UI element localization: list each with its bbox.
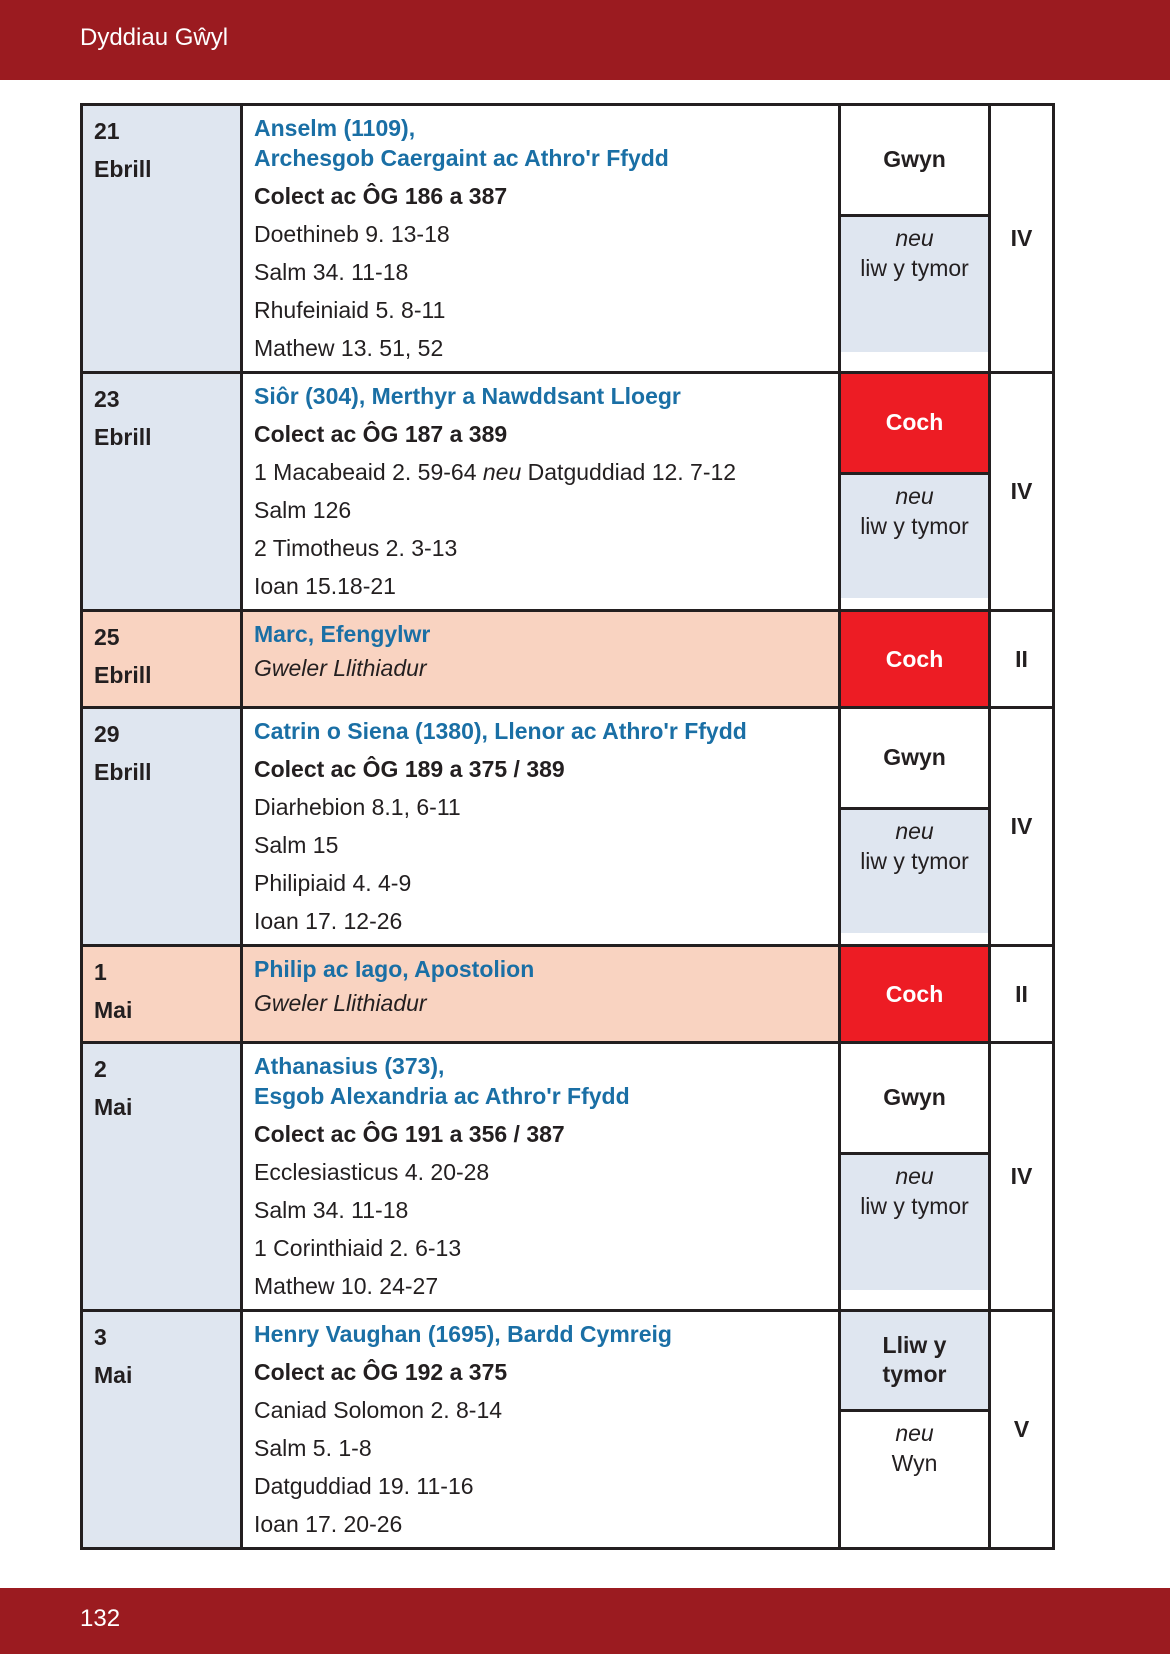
rank-numeral: II: [990, 611, 1054, 708]
date-cell: [82, 1311, 242, 1549]
date-cell: [82, 611, 242, 708]
reading: Ioan 17. 20-26: [254, 1511, 403, 1537]
liturgical-colour-cell: [840, 1043, 990, 1311]
reading: Ioan 15.18-21: [254, 573, 396, 599]
liturgical-colour: Coch: [841, 612, 988, 706]
table-row: [82, 105, 1054, 373]
reading: Ecclesiasticus 4. 20-28: [254, 1159, 490, 1185]
feast-name: [254, 1316, 827, 1353]
date-day: 1: [94, 959, 107, 985]
feast-name: [254, 713, 827, 750]
date-cell: [82, 373, 242, 611]
reading-part: 1 Macabeaid 2. 59-64: [254, 459, 483, 485]
alternative-colour: [841, 472, 988, 598]
alternative-colour: [841, 1409, 988, 1534]
feast-days-table: [80, 103, 1055, 1550]
reading: Rhufeiniaid 5. 8-11: [254, 297, 446, 323]
liturgical-colour: Coch: [841, 947, 988, 1041]
liturgical-colour: Gwyn: [841, 1044, 988, 1152]
table-row: [82, 373, 1054, 611]
alternative-colour-name: Wyn: [891, 1449, 938, 1476]
header-band: [0, 0, 1170, 80]
feast-name-line: Philip ac Iago, Apostolion: [254, 956, 535, 982]
collect-reference: Colect ac ÔG 186 a 387: [254, 183, 508, 209]
reading: 2 Timotheus 2. 3-13: [254, 535, 458, 561]
table-row: [82, 611, 1054, 708]
rank-numeral: IV: [990, 1043, 1054, 1311]
liturgical-colour: Coch: [841, 374, 988, 472]
reading: Salm 34. 11-18: [254, 1197, 409, 1223]
reading: Mathew 10. 24-27: [254, 1273, 439, 1299]
reading: Datguddiad 19. 11-16: [254, 1473, 474, 1499]
reading: Salm 126: [254, 497, 352, 523]
see-lectionary: Gweler Llithiadur: [254, 990, 427, 1016]
feast-name-line: Athanasius (373),: [254, 1053, 445, 1079]
collect-reference: Colect ac ÔG 189 a 375 / 389: [254, 756, 565, 782]
reading: Mathew 13. 51, 52: [254, 335, 444, 361]
reading: Salm 15: [254, 832, 339, 858]
table-row: [82, 708, 1054, 946]
feast-name-line: Siôr (304), Merthyr a Nawddsant Lloegr: [254, 383, 681, 409]
footer-band: [0, 1588, 1170, 1654]
reading-part: Datguddiad 12. 7-12: [521, 459, 737, 485]
colour-stack: [841, 374, 988, 598]
section-title: Dyddiau Gŵyl: [80, 24, 229, 51]
feast-name-line: Archesgob Caergaint ac Athro'r Ffydd: [254, 145, 669, 171]
rank-numeral: II: [990, 946, 1054, 1043]
date-month: Mai: [94, 1094, 133, 1120]
alternative-colour-name: liw y tymor: [860, 1192, 969, 1219]
feast-name-line: Catrin o Siena (1380), Llenor ac Athro'r Ffydd: [254, 718, 747, 744]
alternative-colour: [841, 1152, 988, 1290]
table-row: [82, 1311, 1054, 1549]
feast-name: [254, 110, 827, 177]
rank-numeral: IV: [990, 105, 1054, 373]
see-lectionary: Gweler Llithiadur: [254, 655, 427, 681]
alternative-colour: [841, 214, 988, 352]
date-month: Ebrill: [94, 662, 152, 688]
alternative-word: neu: [895, 1419, 934, 1446]
reading: Diarhebion 8.1, 6-11: [254, 794, 461, 820]
colour-stack: [841, 1044, 988, 1290]
rank-numeral: V: [990, 1311, 1054, 1549]
date-month: Ebrill: [94, 156, 152, 182]
liturgical-colour-cell: [840, 373, 990, 611]
date-day: 3: [94, 1324, 107, 1350]
liturgical-colour-cell: [840, 105, 990, 373]
rank-numeral: IV: [990, 708, 1054, 946]
readings-cell: [242, 1311, 840, 1549]
page-number: 132: [80, 1605, 121, 1632]
date-month: Ebrill: [94, 424, 152, 450]
date-month: Mai: [94, 1362, 133, 1388]
colour-stack: [841, 1312, 988, 1534]
readings-cell: [242, 1043, 840, 1311]
collect-reference: Colect ac ÔG 192 a 375: [254, 1359, 508, 1385]
feast-name-line: Henry Vaughan (1695), Bardd Cymreig: [254, 1321, 672, 1347]
date-cell: [82, 1043, 242, 1311]
date-day: 29: [94, 721, 120, 747]
date-day: 2: [94, 1056, 107, 1082]
liturgical-colour: Gwyn: [841, 709, 988, 807]
alternative-word: neu: [482, 459, 522, 485]
readings-cell: [242, 373, 840, 611]
date-day: 23: [94, 386, 120, 412]
reading: Doethineb 9. 13-18: [254, 221, 450, 247]
liturgical-colour-cell: [840, 708, 990, 946]
feast-name: [254, 616, 827, 653]
reading: Ioan 17. 12-26: [254, 908, 403, 934]
collect-reference: Colect ac ÔG 187 a 389: [254, 421, 508, 447]
readings-cell: [242, 946, 840, 1043]
reading: Salm 5. 1-8: [254, 1435, 372, 1461]
liturgical-colour-cell: [840, 1311, 990, 1549]
date-day: 25: [94, 624, 120, 650]
alternative-colour-name: liw y tymor: [860, 254, 969, 281]
alternative-word: neu: [895, 1162, 934, 1189]
alternative-word: neu: [895, 224, 934, 251]
date-cell: [82, 105, 242, 373]
table-row: [82, 1043, 1054, 1311]
readings-cell: [242, 708, 840, 946]
readings-cell: [242, 611, 840, 708]
table-row: [82, 946, 1054, 1043]
date-cell: [82, 946, 242, 1043]
colour-stack: [841, 106, 988, 352]
alternative-colour-name: liw y tymor: [860, 512, 969, 539]
date-cell: [82, 708, 242, 946]
alternative-word: neu: [895, 817, 934, 844]
feast-name: [254, 378, 827, 415]
collect-reference: Colect ac ÔG 191 a 356 / 387: [254, 1121, 565, 1147]
date-month: Ebrill: [94, 759, 152, 785]
reading: Philipiaid 4. 4-9: [254, 870, 412, 896]
reading: 1 Corinthiaid 2. 6-13: [254, 1235, 462, 1261]
liturgical-colour: [841, 1312, 988, 1409]
feast-name: [254, 951, 827, 988]
colour-stack: [841, 947, 988, 1041]
colour-stack: [841, 612, 988, 706]
feast-name-line: Marc, Efengylwr: [254, 621, 431, 647]
date-month: Mai: [94, 997, 133, 1023]
feast-name-line: Esgob Alexandria ac Athro'r Ffydd: [254, 1083, 630, 1109]
colour-stack: [841, 709, 988, 933]
alternative-colour-name: liw y tymor: [860, 847, 969, 874]
liturgical-colour-cell: [840, 611, 990, 708]
alternative-word: neu: [895, 482, 934, 509]
reading: [254, 453, 827, 491]
colour-line: tymor: [882, 1361, 947, 1388]
colour-line: Lliw y: [882, 1332, 947, 1359]
liturgical-colour-cell: [840, 946, 990, 1043]
rank-numeral: IV: [990, 373, 1054, 611]
feast-name: [254, 1048, 827, 1115]
readings-cell: [242, 105, 840, 373]
alternative-colour: [841, 807, 988, 933]
date-day: 21: [94, 118, 120, 144]
reading: Salm 34. 11-18: [254, 259, 409, 285]
liturgical-colour: Gwyn: [841, 106, 988, 214]
reading: Caniad Solomon 2. 8-14: [254, 1397, 503, 1423]
feast-name-line: Anselm (1109),: [254, 115, 416, 141]
